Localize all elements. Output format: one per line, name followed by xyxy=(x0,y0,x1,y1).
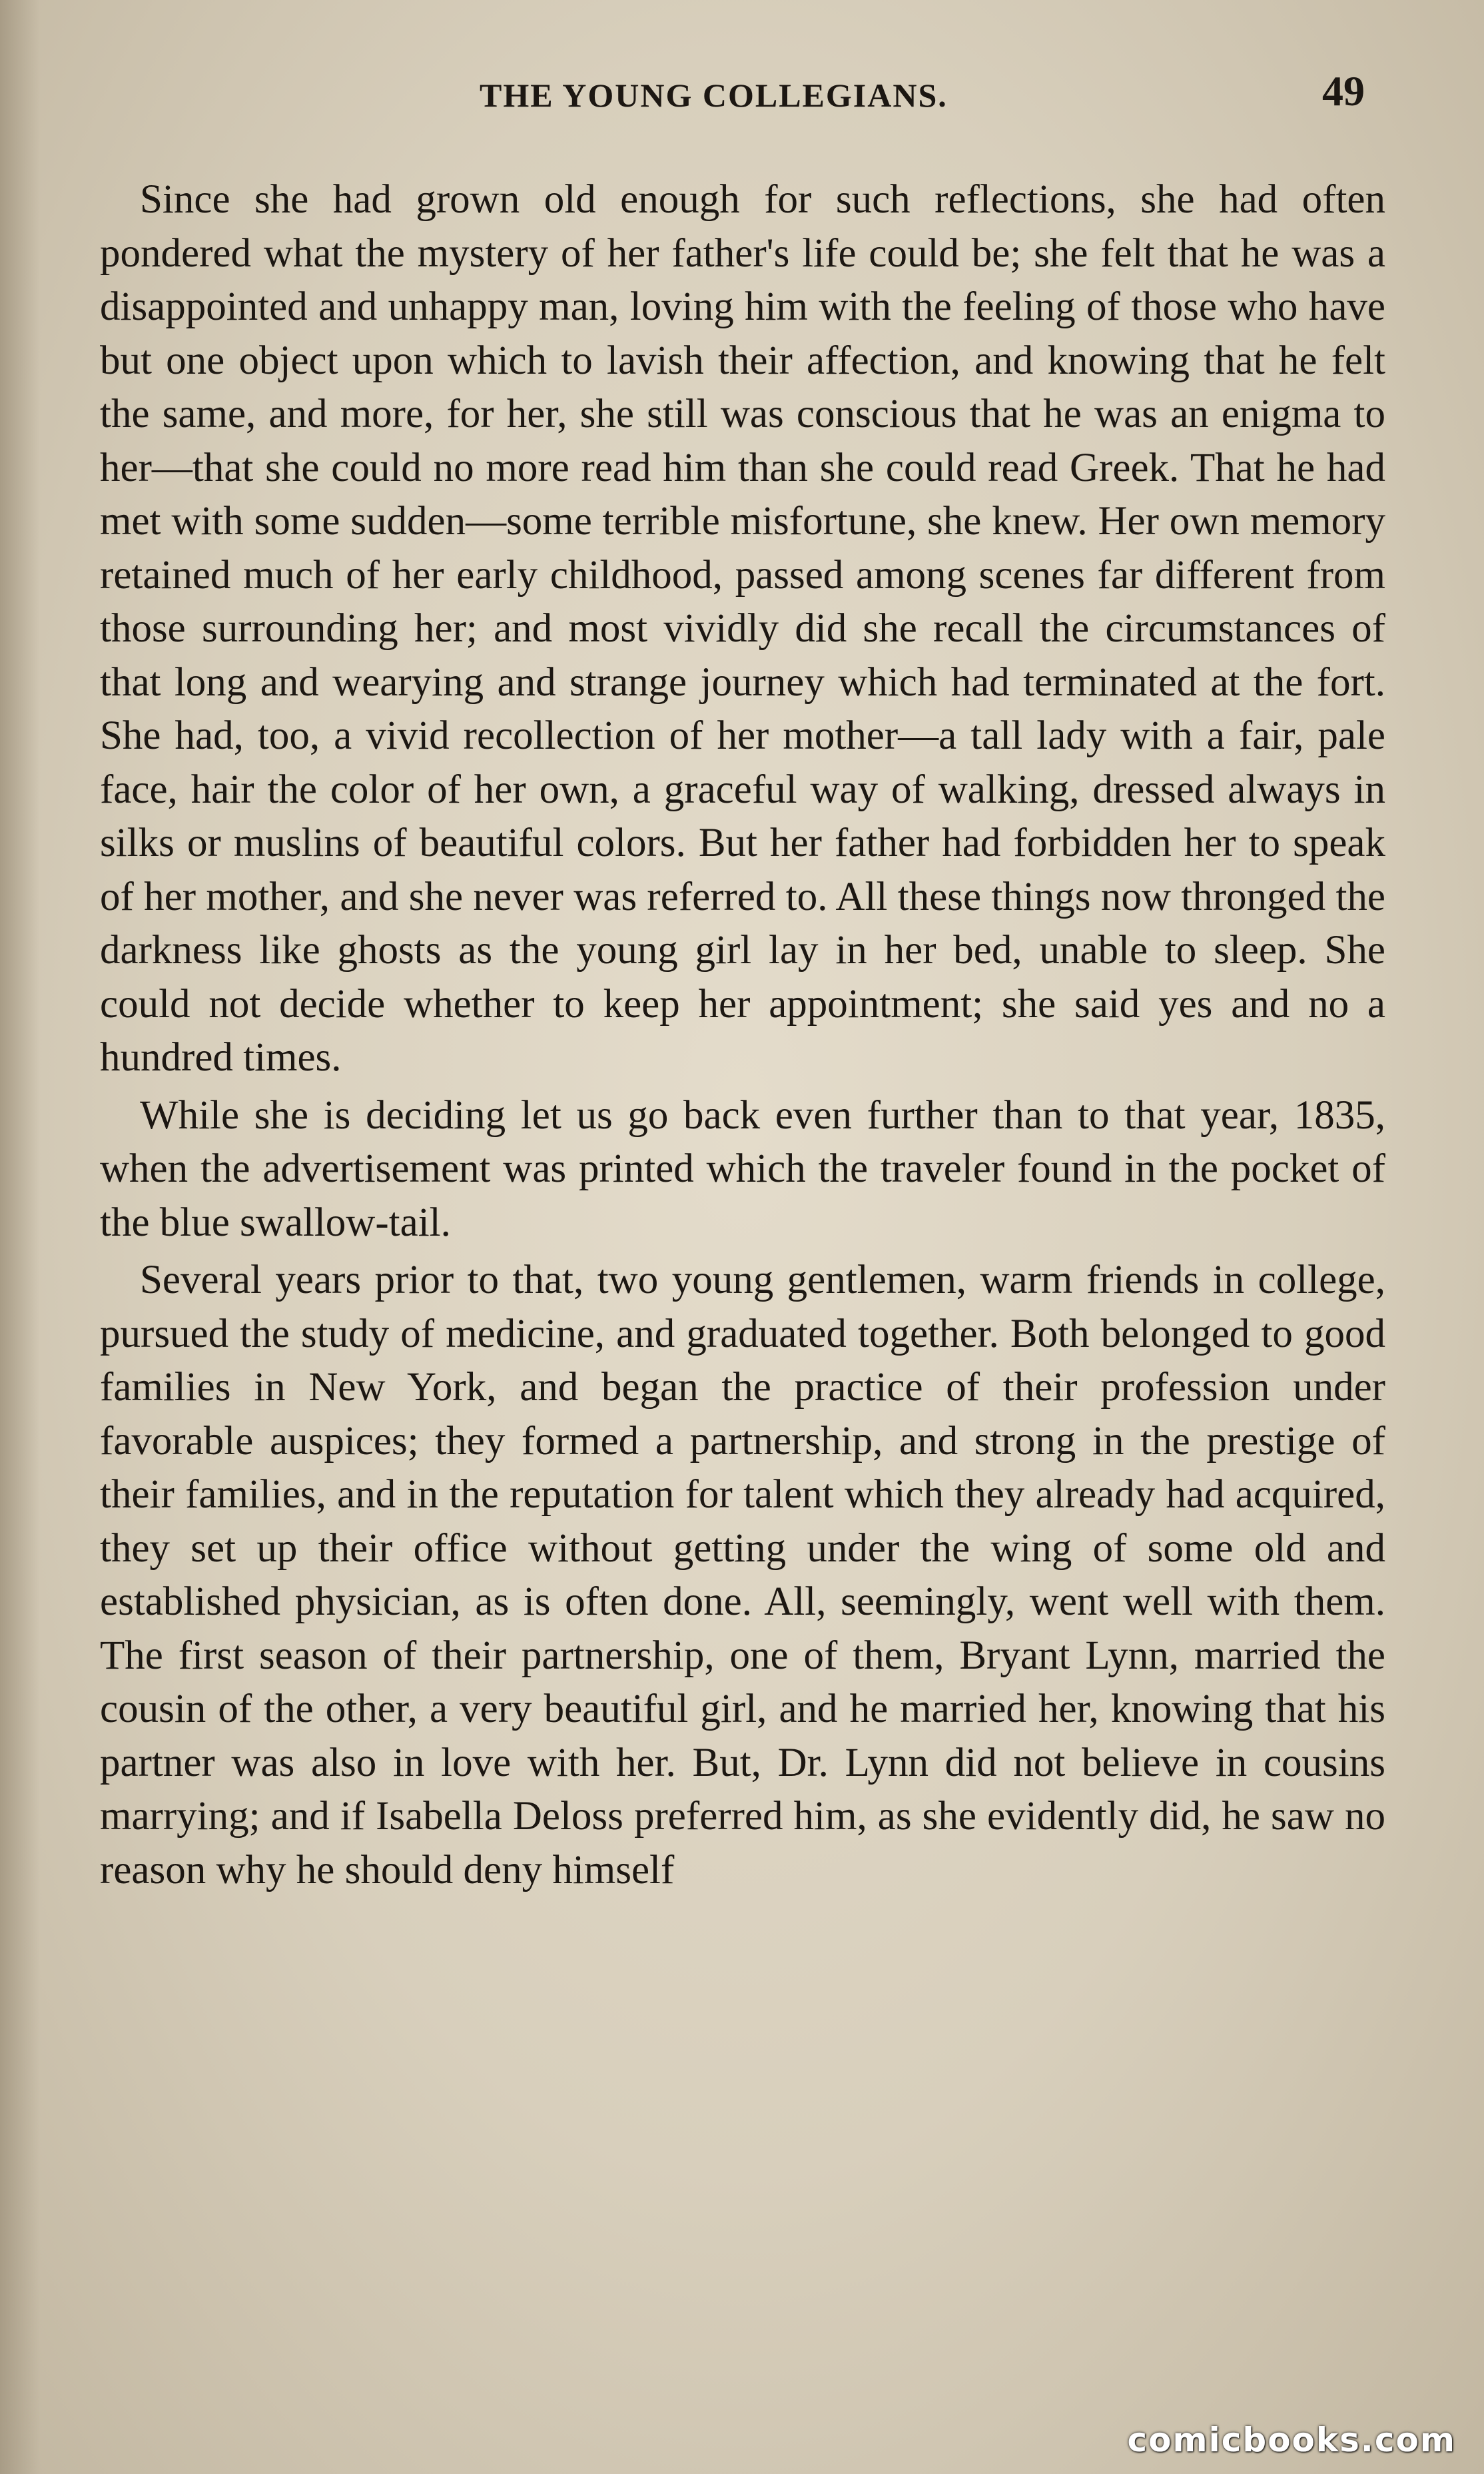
paragraph-3: Several years prior to that, two young gentlemen, warm friends in college, pursued the study of medicine, and graduated together. Both belonged to good families in New York, and began the practice of their profession under favorable auspices; they formed a partnership, and strong in the prestige of their families, and in the reputation for talent which they already had acquired, they set up their office without getting under the wing of some old and established physician, as is often done. All, seemingly, went well with them. The first season of their partnership, one of them, Bryant Lynn, married the cousin of the other, a very beautiful girl, and he married her, knowing that his partner was also in love with her. But, Dr. Lynn did not believe in cousins marrying; and if Isabella Deloss preferred him, as she evidently did, he saw no reason why he should deny himself xyxy=(100,1258,1385,1892)
body-text xyxy=(100,173,1385,1897)
page-gutter-shadow xyxy=(0,0,40,2474)
page-number: 49 xyxy=(1322,67,1365,115)
watermark: comicbooks.com xyxy=(1127,2421,1456,2459)
running-head xyxy=(0,67,1484,127)
running-title: THE YOUNG COLLEGIANS. xyxy=(480,77,948,114)
paragraph-2: While she is deciding let us go back even further than to that year, 1835, when the advertisement was printed which the traveler found in the pocket of the blue swallow-tail. xyxy=(100,1092,1385,1245)
paragraph-1: Since she had grown old enough for such reflections, she had often pondered what the mystery of her father's life could be; she felt that he was a disappointed and unhappy man, loving him with the feeling of those who have but one object upon which to lavish their affection, and knowing that he felt the same, and more, for her, she still was conscious that he was an enigma to her—that she could no more read him than she could read Greek. That he had met with some sudden—some terrible misfortune, she knew. Her own memory retained much of her early childhood, passed among scenes far different from those surrounding her; and most vividly did she recall the circumstances of that long and wearying and strange journey which had terminated at the fort. She had, too, a vivid recollection of her mother—a tall lady with a fair, pale face, hair the color of her own, a graceful way of walking, dressed always in silks or muslins of beautiful colors. But her father had forbidden her to speak of her mother, and she never was referred to. All these things now thronged the darkness like ghosts as the young girl lay in her bed, unable to sleep. She could not decide whether to keep her appointment; she said yes and no a hundred times. xyxy=(100,177,1385,1080)
